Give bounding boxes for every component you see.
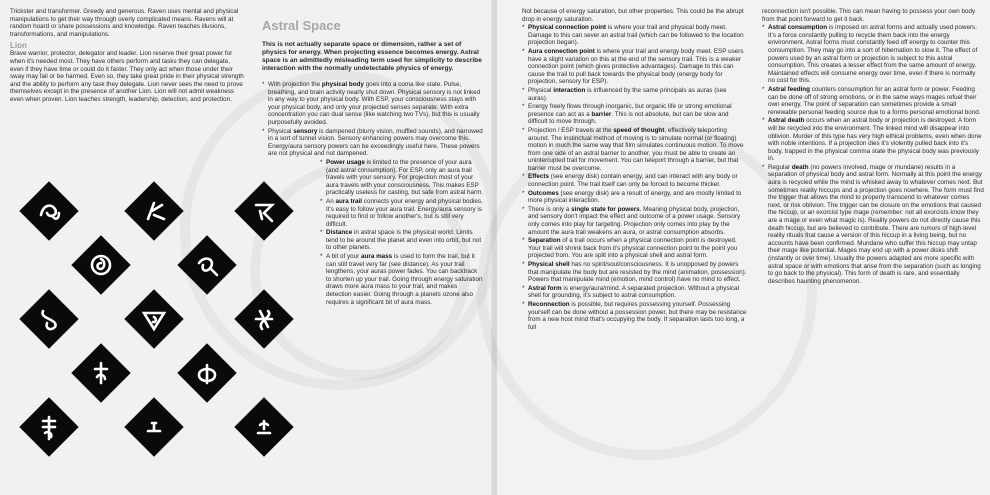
- bullet-item: * Effects (see energy disk) contain energy, and can interact with any body or connection point. The trail itself can only be forced to become thicker.: [522, 173, 747, 188]
- bullet-item: * Physical interaction is influenced by the same principals as auras (see auras).: [522, 87, 747, 102]
- right-column-2: [762, 8, 984, 493]
- astral-sub-bullet-list: [320, 159, 484, 306]
- rune-symbol-icon: [133, 190, 175, 232]
- bullet-item: * Outcomes (see energy disk) are a result of energy, and are mostly limited to more physical interaction.: [522, 190, 747, 205]
- rune-symbol-icon: [186, 244, 228, 286]
- bullet-item: * Astral death occurs when an astral body or projection is destroyed. A form will be recycled into the environment. The linked mind will disappear into oblivion. Murder of this type has very high ethical problems, even when done with noble intentions. If a projection dies it's violently pulled back into it's body, trapped in the physical comma state the physical body was previously in.: [762, 117, 984, 163]
- rune-symbol-grid: [18, 182, 293, 487]
- bullet-item: * Physical connection point is where your trail and physical body meet. Damage to this can sever an astral trail (which can be followed to the location projection began).: [522, 24, 747, 47]
- section-intro: This is not actually separate space or dimension, rather a set of physics for energy. When projecting essence becomes energy. Astral space is an admittedly misleading term used for simplicity to describe interaction with the normally undetectable physics of energy.: [262, 41, 482, 72]
- right-column-1: [522, 8, 747, 493]
- rune-symbol-icon: [80, 352, 122, 394]
- animal-guides-column: [10, 8, 245, 183]
- bullet-item: * Reconnection is possible, but requires possessing yourself. Possessing yourself can be done without a possession power, but there may be resistance from a new host mind that's occupying the body. If separation lasts too long, a full: [522, 301, 747, 331]
- bullet-item: * Astral consumption is imposed on astral forms and actually used powers. It's a force constantly pulling to recycle them back into the energy environment. Astral forms must constantly feed off energy to counter this consumption. They may go into a sort of hibernation to slow it. The effect of powers used by an astral form or projection is subject to this astral consumption. This creates a lesser effect from the same amount of energy. Maintained effects will consume energy over time, even if there is normally no cost for this.: [762, 24, 984, 85]
- bullet-item: * With projection the physical body goes into a coma like state. Pulse, breathing, and brain activity nearly shut down. Physical sensory is not linked in any way to your physical body. With ESP, your consciousness stays with your physical body, and only your projected senses separate. With extra concentration you can dual sense (like watching two TVs), but this is usually purposefully avoided.: [262, 81, 484, 127]
- bullet-item: reconnection isn't possible. This can mean having to possess your own body from that point forward to get it back.: [762, 8, 976, 23]
- bullet-item: * Aura connection point is where your trail and energy body meet. ESP users have a slight variation on this at the end of the sensory trail. This is a weaker connection point (which gives protective advantages). Damage to this can cause the trail to pull back towards the physical body (energy body for projection, sensory for ESP).: [522, 48, 747, 86]
- rune-symbol-icon: [133, 406, 175, 448]
- rune-symbol-icon: [243, 406, 285, 448]
- bullet-item: * A bit of your aura mass is used to form the trail, but it can still travel very far (see distance). As your trail lengthens, your auras power fades. You can backtrack to shorten up your trail. Going through energy saturation draws more aura mass to your trail, and makes detection easier. Going through a planets ozone also requires a significant bit of aura mass.: [320, 253, 484, 306]
- section-heading: Astral Space: [262, 18, 341, 33]
- bullet-item: * Distance in astral space is the physical world. Limits tend to be around the planet and even into orbit, but not to other planets.: [320, 229, 484, 252]
- rune-symbol-icon: [28, 190, 70, 232]
- bullet-item: * Physical shell has no spirit/soul/consciousness. It is unopposed by powers that manipulate the body but are resisted by the mind (animation, possession). Powers that manipulate mind (emotion, mind control) have no mind to effect.: [522, 261, 747, 284]
- lion-description: Brave warrior, protector, delegator and leader. Lion reserve their great power for when it's needed most. They have others perform and tasks they can delegate, even if they have time or could do it faster. They only act when those under their sway may fail or be harmed. Even so, they take great pride in their physical strength and the ability to perform any task they delegate. Lion never sees the need to prove themselves except in the presence of another Lion. Lion will not admit weakness even when proven. Lion teaches strength, leadership, detection, and protection.: [10, 50, 244, 103]
- bullet-item: * Astral form is energy/aura/mind. A separated projection. Without a physical shell for grounding, it's subject to astral consumption.: [522, 285, 747, 300]
- rune-symbol-icon: [80, 244, 122, 286]
- left-page: [0, 0, 493, 495]
- bullet-item: * Projection / ESP travels at the speed of thought, effectively teleporting around. The instinctual method of moving is to simulate normal (or floating) motion in much the same way that film simulates continuous motion. To move from one side of an astral barrier to another, you must be able to create an uninterrupted trail for movement. You can teleport through a barrier, but that barrier must be overcome.: [522, 127, 747, 173]
- bullet-item: * Regular death (no powers involved, mage or mundane) results in a separation of physical body and astral form. Normally at this point the energy aura is recycled while the mind is whisked away to whatever comes next. But sometimes reality hiccups and a projection goes nowhere. The form must find the trigger that allows the mind to properly transcend to whatever comes next, or risk oblivion. The trigger can be closure on the emotions that caused the hiccup, or an exorcist type mage (remember: not all exorcists know they are a mage or even what magic is). Reality powers do not directly cause this death hiccup, but are believed to contribute. There are rumors of high-level reality rituals that cause a version of this hiccup in a living being, but no accounts have been confirmed. Mundane who suffer this hiccup may untap their mage like potential. Mages may end up with a power disks shift (instantly or over time). Usually the powers adapted are more specific with astral space or with emotions that arise from the separation (such as longing to go back to the physical). This form of death is rare, and essentially describes haunting phenomenon.: [762, 164, 984, 286]
- rune-symbol-icon: [28, 406, 70, 448]
- astral-bullet-list: [262, 81, 484, 158]
- lion-heading: Lion: [10, 41, 27, 51]
- bullet-item: * Power usage is limited to the presence of your aura (and astral consumption). For ESP, only an aura trail travels with your sensory. For projection most of your aura travels with your consciousness. This makes ESP practically useless for casting, but safe from astral harm.: [320, 159, 484, 197]
- bullet-item: * There is only a single state for powers. Meaning physical body, projection, and sensory don't impact the effect and outcome of a power usage. Sensory only comes into play for targeting. Projection only comes into play by the amount the aura trail weakens an aura, or astral consumption absorbs.: [522, 206, 747, 236]
- rune-symbol-icon: [186, 352, 228, 394]
- rune-symbol-icon: [133, 298, 175, 340]
- bullet-item: * Physical sensory is dampened (blurry vision, muffled sounds), and narrowed in a sort of tunnel vision. Sensory enhancing powers may overcome this. Energy/aura sensory powers can be exceedingly useful here. These powers are not physical and not dampened.: [262, 128, 484, 158]
- rune-symbol-icon: [243, 298, 285, 340]
- astral-space-column: [262, 8, 484, 493]
- raven-description: Trickster and transformer. Greedy and generous. Raven uses mental and physical manipulations to get their way through overly complicated means. Ravens will at random hoard or share possessions and knowledge. Raven teaches illusions, transformations, and manipulations.: [10, 8, 239, 38]
- bullet-item: * Astral feeding counters consumption for an astral form or power. Feeding can be done off of strong emotions, or in the same ways mages refuel their own energy. The point of separation can sometimes provide a small renewable personal feeding source due to a forms personal emotional bond.: [762, 86, 984, 116]
- rune-symbol-icon: [243, 190, 285, 232]
- right-page: [497, 0, 990, 495]
- bullet-item: * Separation of a trail occurs when a physical connection point is destroyed. Your trail will shrink back from it's physical connection point to the point you projected from. You are split into a physical shell and astral form.: [522, 237, 747, 260]
- bullet-item: Not because of energy saturation, but other properties. This could be the abrupt drop in energy saturation.: [522, 8, 744, 23]
- rules-bullet-list: [762, 8, 984, 285]
- rune-symbol-icon: [28, 298, 70, 340]
- bullet-item: * Energy freely flows through inorganic, but organic life or strong emotional presence can act as a barrier. This is not absolute, but can be slow and difficult to move through.: [522, 103, 747, 126]
- rules-bullet-list: [522, 8, 747, 331]
- bullet-item: * An aura trail connects your energy and physical bodies. It's easy to follow your aura trail. Energy/aura sensory is required to find or follow another's, but is still very difficult.: [320, 198, 484, 228]
